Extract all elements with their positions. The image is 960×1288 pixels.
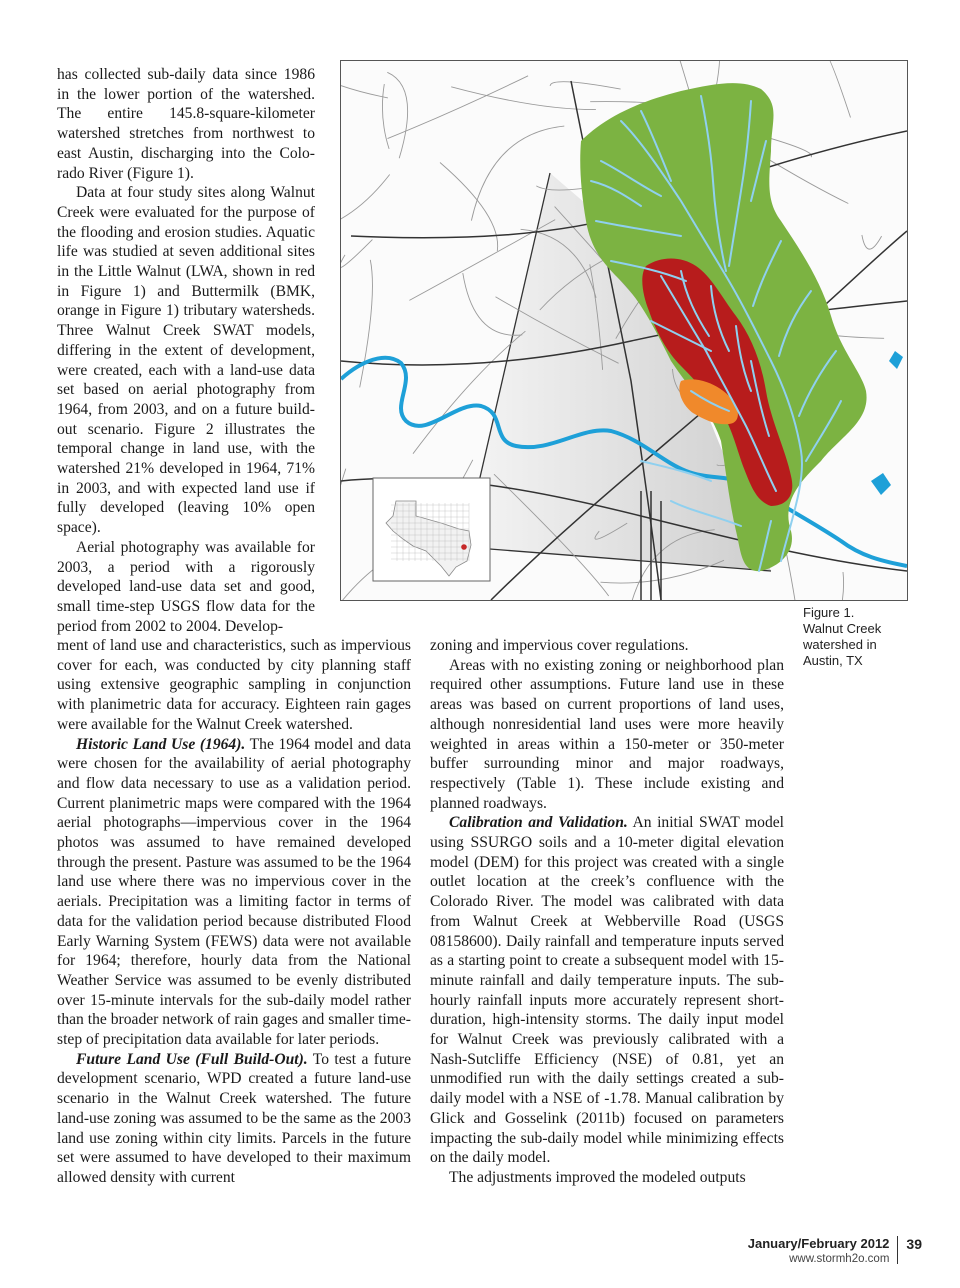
left-column-top xyxy=(57,65,315,636)
austin-marker xyxy=(461,544,467,550)
caption-line: Figure 1. xyxy=(803,605,855,620)
website-url: www.stormh2o.com xyxy=(789,1253,890,1265)
issue-date: January/February 2012 xyxy=(747,1236,890,1251)
paragraph: The adjustments improved the modeled outputs xyxy=(449,1168,746,1186)
paragraph: Data at four study sites along Walnut Creek were evaluated for the purpose of the flooding and erosion studies. Aquatic life was studied at seven additional sites in the Little Walnut (LWA, shown in red in Figure 1) and Buttermilk (BMK, orange in Figure 1) tributary watersheds. Three Walnut Creek SWAT models, differing in the extent of development, were created, each with a land-use data set based on aerial photography from 1964, from 2003, and on a future build-out scenario. Figure 2 illustrates the temporal change in land use, with the watershed 21% developed in 1964, 71% in 2003, and with expected land use if fully developed (leaving 10% open space). xyxy=(57,184,315,537)
section-heading: Historic Land Use (1964). xyxy=(76,735,246,753)
paragraph: ment of land use and characteristics, such as impervious cover for each, was conducted by city planning staff using extensive geographic sampling in conjunction with planimetric data for accuracy. Eighteen rain gages were available for the Walnut Creek watershed. xyxy=(57,637,411,733)
paragraph xyxy=(57,1050,411,1188)
page-number: 39 xyxy=(906,1236,922,1252)
section-body: An initial SWAT model using SSURGO soils and a 10-meter digital elevation model (DEM) for this project was created with a single outlet location at the creek’s confluence with the Colorado River. The model was calibrated with data from Walnut Creek at Webberville Road (USGS 08158600). Daily rainfall and temperature inputs served as a starting point to create a subsequent model with 15-minute rainfall and daily temperature inputs. The sub-hourly rainfall inputs more accurately represent short-duration, high-intensity storms. The daily input model for Walnut Creek was previously calibrated with a Nash-Sutcliffe Efficiency (NSE) of 0.81, yet an unmodified run with the daily settings created a sub-daily model with a NSE of -1.78. Manual calibration by Glick and Gosselink (2011b) focused on parameters impacting the sub-daily model while minimizing effects on the daily model. xyxy=(430,814,784,1167)
paragraph xyxy=(57,735,411,1050)
texas-inset-map xyxy=(373,478,490,581)
paragraph xyxy=(430,813,784,1168)
caption-line: watershed in xyxy=(803,637,877,652)
caption-line: Walnut Creek xyxy=(803,621,882,636)
caption-line: Austin, TX xyxy=(803,653,863,668)
section-heading: Calibration and Validation. xyxy=(449,814,628,832)
watershed-map-figure xyxy=(340,60,908,601)
left-column-bottom xyxy=(57,636,411,1188)
paragraph: Aerial photography was available for 2003, a period with a rigorously developed land-use data set and good, small time-step USGS flow data for the period from 2002 to 2004. Develop- xyxy=(57,538,315,635)
right-column xyxy=(430,636,784,1188)
section-heading: Future Land Use (Full Build-Out). xyxy=(76,1050,308,1068)
figure-caption xyxy=(803,605,923,669)
paragraph: has collected sub-daily data since 1986 in the lower portion of the watershed. The entire 145.8-square-kilometer watershed stretches from northwest to east Austin, discharging into the Colorado River (Figure 1). xyxy=(57,66,315,182)
watershed-map xyxy=(341,61,907,600)
footer-divider xyxy=(897,1236,898,1264)
page-footer xyxy=(748,1236,922,1266)
section-body: The 1964 model and data were chosen for the availability of aerial photography and flow data necessary to use as a validation period. Current planimetric maps were compared with the 1964 aerial photographs—impervious cover in the 1964 photos was assumed to have remained developed through the present. Pasture was assumed to be the 1964 land use where there was no impervious cover in the aerials. Precipitation was a limiting factor in terms of data for the validation period because distributed Flood Early Warning System (FEWS) data were not available for 1964; therefore, hourly data from the National Weather Service was assumed to be evenly distributed over 15-minute intervals for the sub-daily model rather than the broader network of rain gages and smaller time-step of precipitation data available for later periods. xyxy=(57,735,411,1049)
paragraph: Areas with no existing zoning or neighborhood plan required other assumptions. Future land use in these areas was based on current proportions of land uses, although nonresidential land uses were more heavily weighted in areas within a 150-meter or 350-meter buffer surrounding minor and major roadways, respectively (Table 1). These include existing and planned roadways. xyxy=(430,656,784,812)
paragraph: zoning and impervious cover regulations. xyxy=(430,637,689,654)
section-body: To test a future development scenario, WPD created a future land-use scenario in the Walnut Creek watershed. The future land-use zoning was assumed to be the same as the 2003 land use zoning within city limits. Parcels in the future set were assumed to have developed to their maximum allowed density with current xyxy=(57,1050,411,1186)
